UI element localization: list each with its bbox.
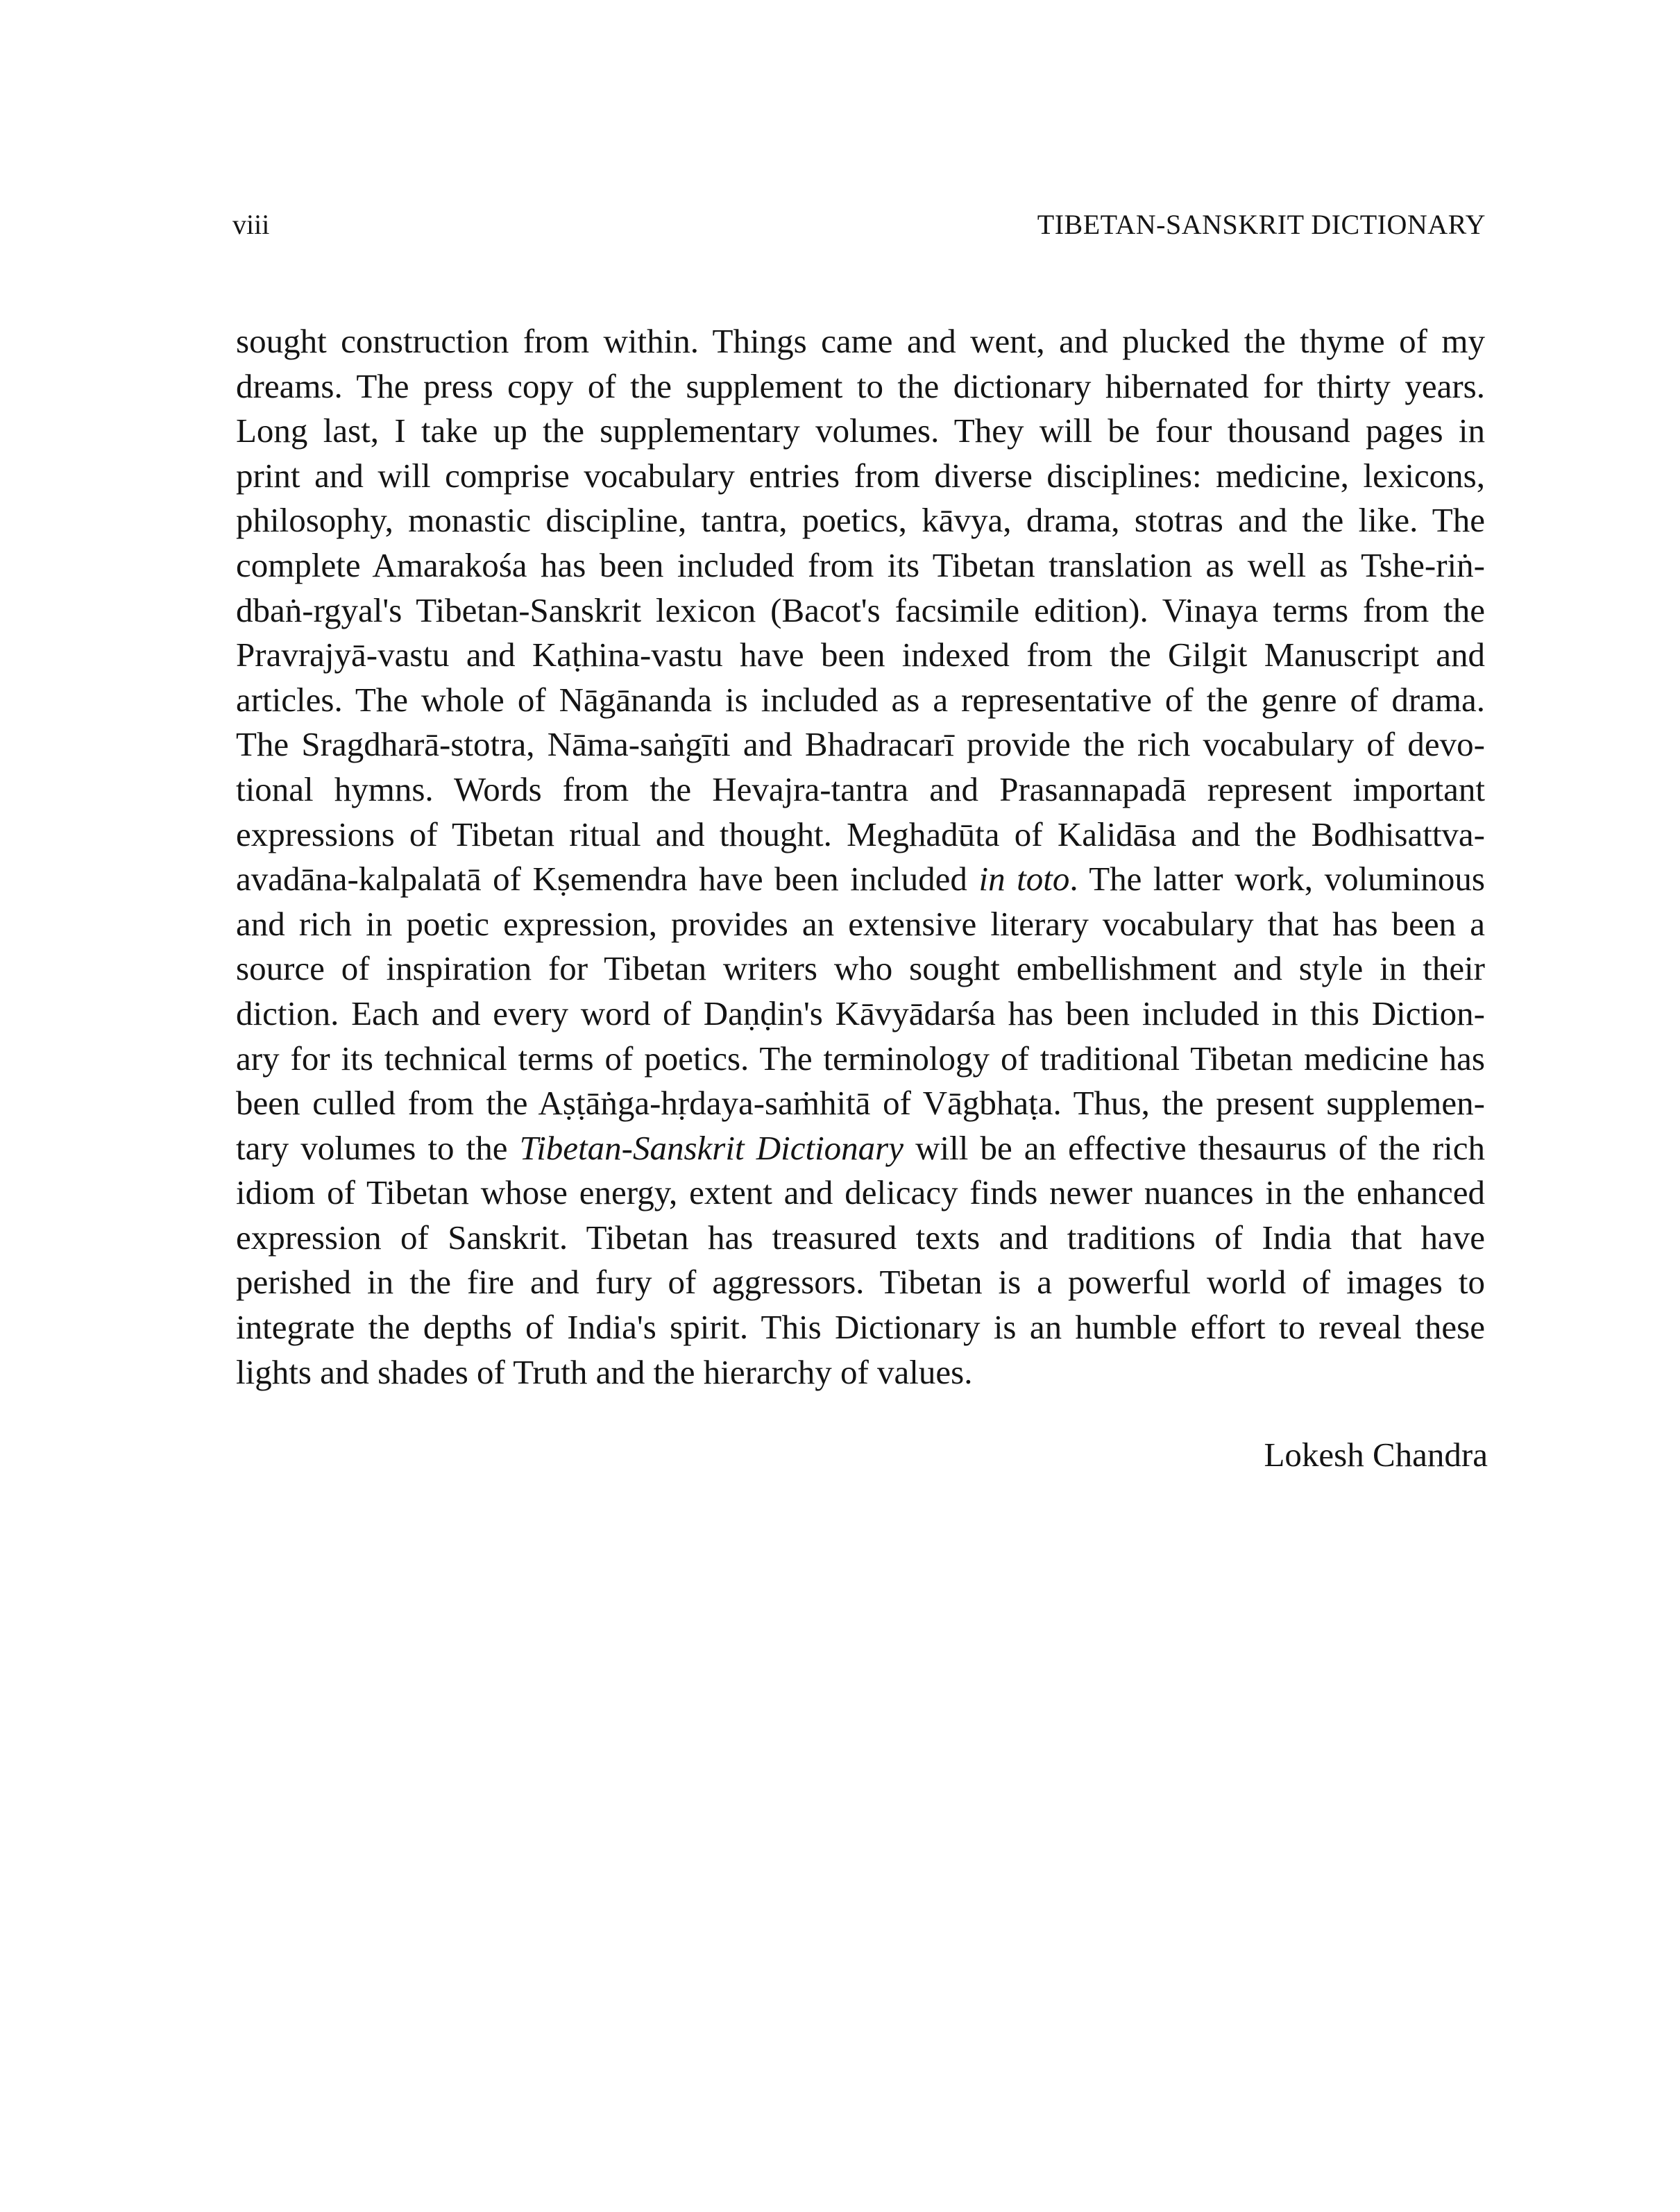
text-line [236,1126,1485,1171]
text-line: Long last, I take up the supplementary volumes. They will be four thousand pages in [236,411,1485,450]
text-line: The Sragdharā-stotra, Nāma-saṅgīti and Bhadracarī provide the rich vocabulary of devo- [236,725,1485,764]
text-line: expression of Sanskrit. Tibetan has treasured texts and traditions of India that have [236,1218,1485,1257]
italic-phrase: Tibetan-Sanskrit Dictionary [519,1128,903,1167]
text-line: Pravrajyā-vastu and Kaṭhina-vastu have been indexed from the Gilgit Manuscript and [236,636,1485,674]
page-number: viii [232,209,270,240]
text-line: source of inspiration for Tibetan writers who sought embellishment and style in their [236,949,1485,988]
text-line: complete Amarakośa has been included from its Tibetan translation as well as Tshe-riṅ- [236,545,1485,584]
author-signature: Lokesh Chandra [1264,1436,1488,1474]
text-line: integrate the depths of India's spirit. This Dictionary is an humble effort to reveal these [236,1308,1485,1347]
text-line: articles. The whole of Nāgānanda is included as a representative of the genre of drama. [236,680,1485,719]
text-line: lights and shades of Truth and the hierarchy of values. [236,1352,973,1391]
text-line: dreams. The press copy of the supplement to the dictionary hibernated for thirty years. [236,366,1485,405]
body-paragraph [236,319,1485,1395]
text-line: idiom of Tibetan whose energy, extent and delicacy finds newer nuances in the enhanced [236,1173,1485,1212]
text-segment: . The latter work, voluminous [1069,860,1485,899]
text-line: dbaṅ-rgyal's Tibetan-Sanskrit lexicon (Bacot's facsimile edition). Vinaya terms from the [236,590,1485,629]
italic-phrase: in toto [978,860,1070,899]
text-line: sought construction from within. Things came and went, and plucked the thyme of my [236,322,1485,360]
running-title: TIBETAN-SANSKRIT DICTIONARY [1037,209,1486,240]
text-line: been culled from the Aṣṭāṅga-hṛdaya-saṁhitā of Vāgbhaṭa. Thus, the present supplemen- [236,1084,1485,1123]
text-line: philosophy, monastic discipline, tantra, poetics, kāvya, drama, stotras and the like. The [236,501,1485,540]
text-segment: tary volumes to the [236,1128,520,1167]
text-line: expressions of Tibetan ritual and thought. Meghadūta of Kalidāsa and the Bodhisattva- [236,815,1485,853]
text-line [236,857,1485,902]
text-line: diction. Each and every word of Daṇḍin's Kāvyādarśa has been included in this Diction- [236,994,1485,1032]
text-segment: avadāna-kalpalatā of Kṣemendra have been included [236,860,979,899]
text-line: tional hymns. Words from the Hevajra-tantra and Prasannapadā represent important [236,769,1485,808]
text-line: ary for its technical terms of poetics. The terminology of traditional Tibetan medicine has [236,1039,1485,1078]
text-segment: will be an effective thesaurus of the rich [903,1128,1485,1167]
text-line: print and will comprise vocabulary entries from diverse disciplines: medicine, lexicons, [236,456,1485,495]
text-line: and rich in poetic expression, provides an extensive literary vocabulary that has been a [236,904,1485,943]
text-line: perished in the fire and fury of aggressors. Tibetan is a powerful world of images to [236,1263,1485,1302]
